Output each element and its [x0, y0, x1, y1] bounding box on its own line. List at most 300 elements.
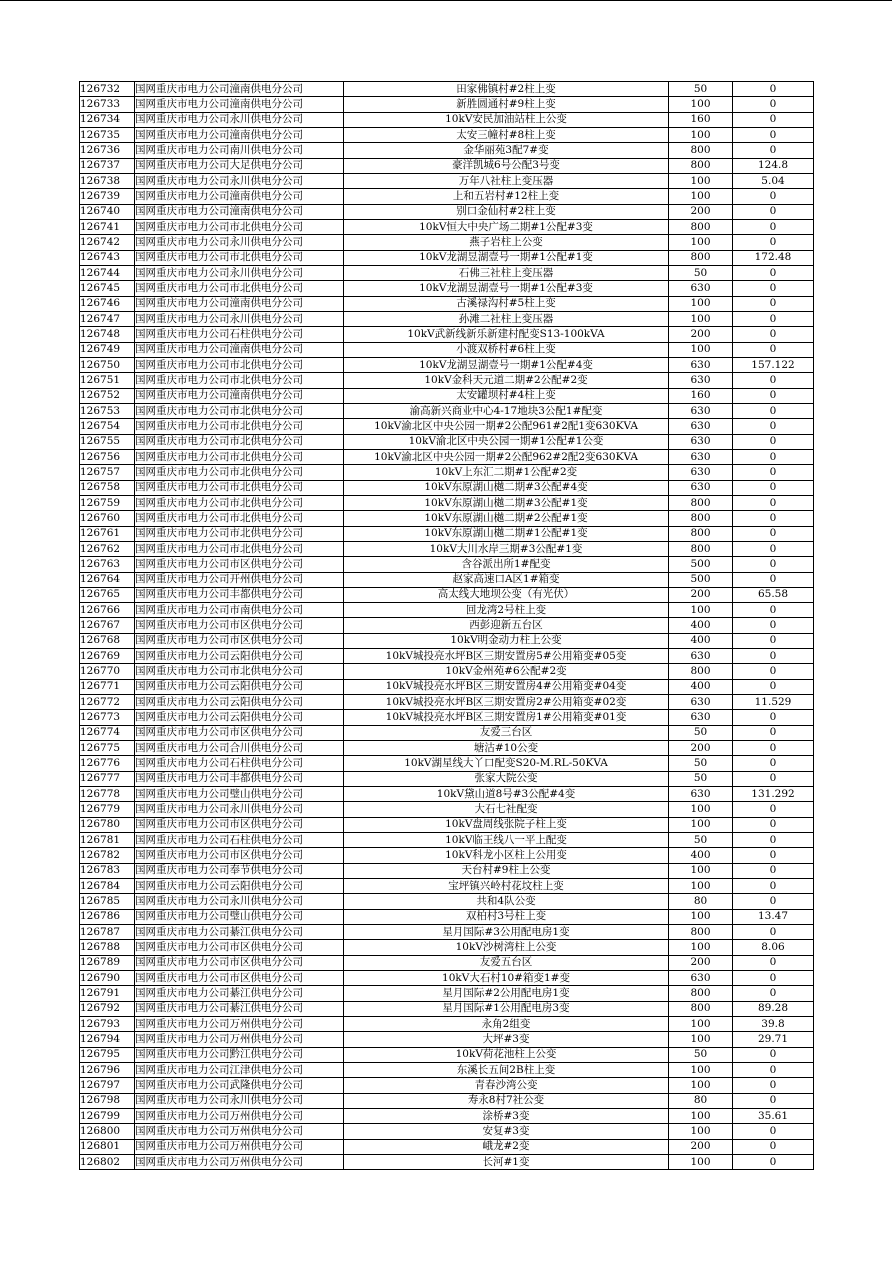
transformer-name-cell: 上和五岩村#12柱上变: [344, 189, 669, 204]
capacity-cell: 50: [669, 265, 733, 280]
transformer-name-cell: 西彭迎新五台区: [344, 618, 669, 633]
transformer-name-cell: 10kV明金动力柱上公变: [344, 633, 669, 648]
company-cell: 国网重庆市电力公司綦江供电分公司: [135, 925, 344, 940]
capacity-cell: 80: [669, 894, 733, 909]
transformer-name-cell: 天台村#9柱上公变: [344, 863, 669, 878]
value-cell: 0: [733, 1139, 814, 1154]
table-row: [80, 664, 814, 679]
row-id-cell: 126776: [80, 756, 135, 771]
capacity-cell: 50: [669, 82, 733, 97]
transformer-name-cell: 东溪长五间2B柱上变: [344, 1063, 669, 1078]
company-cell: 国网重庆市电力公司市区供电分公司: [135, 955, 344, 970]
value-cell: 0: [733, 327, 814, 342]
capacity-cell: 100: [669, 879, 733, 894]
company-cell: 国网重庆市电力公司永川供电分公司: [135, 1093, 344, 1108]
company-cell: 国网重庆市电力公司市北供电分公司: [135, 250, 344, 265]
company-cell: 国网重庆市电力公司万州供电分公司: [135, 1017, 344, 1032]
table-row: [80, 679, 814, 694]
value-cell: 0: [733, 986, 814, 1001]
row-id-cell: 126775: [80, 741, 135, 756]
page-top-border: [0, 0, 892, 1]
value-cell: 0: [733, 1078, 814, 1093]
row-id-cell: 126764: [80, 572, 135, 587]
company-cell: 国网重庆市电力公司潼南供电分公司: [135, 388, 344, 403]
transformer-name-cell: 青春沙湾公变: [344, 1078, 669, 1093]
table-row: [80, 572, 814, 587]
capacity-cell: 630: [669, 281, 733, 296]
capacity-cell: 100: [669, 97, 733, 112]
row-id-cell: 126781: [80, 833, 135, 848]
table-row: [80, 633, 814, 648]
value-cell: 0: [733, 572, 814, 587]
table-row: [80, 281, 814, 296]
row-id-cell: 126780: [80, 817, 135, 832]
value-cell: 0: [733, 894, 814, 909]
company-cell: 国网重庆市电力公司潼南供电分公司: [135, 97, 344, 112]
company-cell: 国网重庆市电力公司永川供电分公司: [135, 894, 344, 909]
company-cell: 国网重庆市电力公司市北供电分公司: [135, 480, 344, 495]
company-cell: 国网重庆市电力公司云阳供电分公司: [135, 695, 344, 710]
table-row: [80, 649, 814, 664]
table-row: [80, 97, 814, 112]
value-cell: 0: [733, 311, 814, 326]
transformer-name-cell: 万年八社柱上变压器: [344, 173, 669, 188]
transformer-name-cell: 孙滩二社柱上变压器: [344, 311, 669, 326]
value-cell: 0: [733, 511, 814, 526]
row-id-cell: 126741: [80, 219, 135, 234]
value-cell: 0: [733, 756, 814, 771]
transformer-name-cell: 友爱五台区: [344, 955, 669, 970]
table-row: [80, 189, 814, 204]
value-cell: 0: [733, 955, 814, 970]
company-cell: 国网重庆市电力公司市北供电分公司: [135, 495, 344, 510]
value-cell: 0: [733, 649, 814, 664]
company-cell: 国网重庆市电力公司市北供电分公司: [135, 403, 344, 418]
transformer-name-cell: 10kV东原湖山樾二期#2公配#1变: [344, 511, 669, 526]
company-cell: 国网重庆市电力公司云阳供电分公司: [135, 679, 344, 694]
capacity-cell: 50: [669, 1047, 733, 1062]
value-cell: 0: [733, 204, 814, 219]
capacity-cell: 630: [669, 373, 733, 388]
transformer-name-cell: 高太线大地坝公变（有光伏）: [344, 587, 669, 602]
company-cell: 国网重庆市电力公司市北供电分公司: [135, 664, 344, 679]
transformer-name-cell: 10kV大石村10#箱变1#变: [344, 971, 669, 986]
capacity-cell: 500: [669, 557, 733, 572]
table-row: [80, 955, 814, 970]
row-id-cell: 126744: [80, 265, 135, 280]
value-cell: 0: [733, 82, 814, 97]
value-cell: 39.8: [733, 1017, 814, 1032]
company-cell: 国网重庆市电力公司市区供电分公司: [135, 817, 344, 832]
company-cell: 国网重庆市电力公司黔江供电分公司: [135, 1047, 344, 1062]
row-id-cell: 126770: [80, 664, 135, 679]
table-row: [80, 848, 814, 863]
capacity-cell: 800: [669, 495, 733, 510]
table-row: [80, 465, 814, 480]
company-cell: 国网重庆市电力公司市北供电分公司: [135, 357, 344, 372]
company-cell: 国网重庆市电力公司市北供电分公司: [135, 373, 344, 388]
company-cell: 国网重庆市电力公司云阳供电分公司: [135, 879, 344, 894]
value-cell: 0: [733, 710, 814, 725]
capacity-cell: 100: [669, 235, 733, 250]
capacity-cell: 630: [669, 419, 733, 434]
row-id-cell: 126746: [80, 296, 135, 311]
company-cell: 国网重庆市电力公司永川供电分公司: [135, 311, 344, 326]
transformer-name-cell: 10kV安民加油站柱上公变: [344, 112, 669, 127]
table-row: [80, 1001, 814, 1016]
value-cell: 0: [733, 265, 814, 280]
company-cell: 国网重庆市电力公司市北供电分公司: [135, 511, 344, 526]
table-row: [80, 1124, 814, 1139]
capacity-cell: 100: [669, 909, 733, 924]
value-cell: 0: [733, 633, 814, 648]
transformer-name-cell: 新胜圆通村#9柱上变: [344, 97, 669, 112]
value-cell: 0: [733, 281, 814, 296]
value-cell: 89.28: [733, 1001, 814, 1016]
value-cell: 0: [733, 434, 814, 449]
table-row: [80, 1108, 814, 1123]
capacity-cell: 630: [669, 480, 733, 495]
row-id-cell: 126771: [80, 679, 135, 694]
value-cell: 0: [733, 143, 814, 158]
capacity-cell: 200: [669, 1139, 733, 1154]
company-cell: 国网重庆市电力公司璧山供电分公司: [135, 909, 344, 924]
company-cell: 国网重庆市电力公司市北供电分公司: [135, 219, 344, 234]
row-id-cell: 126799: [80, 1108, 135, 1123]
company-cell: 国网重庆市电力公司市北供电分公司: [135, 449, 344, 464]
capacity-cell: 200: [669, 955, 733, 970]
transformer-data-table: [79, 81, 814, 1170]
capacity-cell: 100: [669, 1078, 733, 1093]
capacity-cell: 400: [669, 679, 733, 694]
company-cell: 国网重庆市电力公司潼南供电分公司: [135, 127, 344, 142]
row-id-cell: 126785: [80, 894, 135, 909]
transformer-name-cell: 10kV科龙小区柱上公用变: [344, 848, 669, 863]
capacity-cell: 200: [669, 204, 733, 219]
capacity-cell: 800: [669, 541, 733, 556]
table-row: [80, 756, 814, 771]
capacity-cell: 630: [669, 787, 733, 802]
company-cell: 国网重庆市电力公司市北供电分公司: [135, 541, 344, 556]
row-id-cell: 126762: [80, 541, 135, 556]
capacity-cell: 100: [669, 863, 733, 878]
table-row: [80, 1139, 814, 1154]
value-cell: 0: [733, 373, 814, 388]
capacity-cell: 100: [669, 603, 733, 618]
row-id-cell: 126740: [80, 204, 135, 219]
transformer-name-cell: 10kV渝北区中央公园一期#2公配961#2配1变630KVA: [344, 419, 669, 434]
table-row: [80, 1093, 814, 1108]
row-id-cell: 126736: [80, 143, 135, 158]
row-id-cell: 126758: [80, 480, 135, 495]
row-id-cell: 126739: [80, 189, 135, 204]
value-cell: 0: [733, 817, 814, 832]
capacity-cell: 630: [669, 434, 733, 449]
row-id-cell: 126786: [80, 909, 135, 924]
table-row: [80, 449, 814, 464]
capacity-cell: 630: [669, 971, 733, 986]
value-cell: 0: [733, 1154, 814, 1169]
row-id-cell: 126767: [80, 618, 135, 633]
row-id-cell: 126752: [80, 388, 135, 403]
row-id-cell: 126755: [80, 434, 135, 449]
company-cell: 国网重庆市电力公司潼南供电分公司: [135, 82, 344, 97]
transformer-name-cell: 10kV金科天元道二期#2公配#2变: [344, 373, 669, 388]
transformer-name-cell: 豪洋凯城6号公配3号变: [344, 158, 669, 173]
transformer-name-cell: 10kV东原湖山樾二期#3公配#4变: [344, 480, 669, 495]
capacity-cell: 50: [669, 833, 733, 848]
table-row: [80, 833, 814, 848]
capacity-cell: 100: [669, 1063, 733, 1078]
company-cell: 国网重庆市电力公司云阳供电分公司: [135, 710, 344, 725]
value-cell: 0: [733, 603, 814, 618]
row-id-cell: 126793: [80, 1017, 135, 1032]
transformer-name-cell: 10kV盘周线张院子柱上变: [344, 817, 669, 832]
table-row: [80, 143, 814, 158]
table-row: [80, 603, 814, 618]
row-id-cell: 126774: [80, 725, 135, 740]
table-body: [80, 82, 814, 1170]
table-row: [80, 1032, 814, 1047]
value-cell: 0: [733, 526, 814, 541]
transformer-name-cell: 10kV龙湖昱湖壹号一期#1公配#4变: [344, 357, 669, 372]
row-id-cell: 126777: [80, 771, 135, 786]
transformer-name-cell: 10kV东原湖山樾二期#1公配#1变: [344, 526, 669, 541]
company-cell: 国网重庆市电力公司市北供电分公司: [135, 281, 344, 296]
company-cell: 国网重庆市电力公司万州供电分公司: [135, 1139, 344, 1154]
company-cell: 国网重庆市电力公司永川供电分公司: [135, 112, 344, 127]
transformer-name-cell: 友爱三台区: [344, 725, 669, 740]
company-cell: 国网重庆市电力公司潼南供电分公司: [135, 296, 344, 311]
transformer-name-cell: 别口金仙村#2柱上变: [344, 204, 669, 219]
transformer-name-cell: 10kV龙湖昱湖壹号一期#1公配#3变: [344, 281, 669, 296]
value-cell: 0: [733, 925, 814, 940]
row-id-cell: 126795: [80, 1047, 135, 1062]
capacity-cell: 100: [669, 173, 733, 188]
capacity-cell: 100: [669, 311, 733, 326]
company-cell: 国网重庆市电力公司大足供电分公司: [135, 158, 344, 173]
table-row: [80, 434, 814, 449]
row-id-cell: 126748: [80, 327, 135, 342]
table-row: [80, 802, 814, 817]
value-cell: 0: [733, 848, 814, 863]
capacity-cell: 630: [669, 695, 733, 710]
company-cell: 国网重庆市电力公司南川供电分公司: [135, 143, 344, 158]
company-cell: 国网重庆市电力公司市区供电分公司: [135, 618, 344, 633]
transformer-name-cell: 安复#3变: [344, 1124, 669, 1139]
value-cell: 0: [733, 189, 814, 204]
transformer-name-cell: 赵家高速口A区1#箱变: [344, 572, 669, 587]
value-cell: 11.529: [733, 695, 814, 710]
table-row: [80, 342, 814, 357]
capacity-cell: 800: [669, 1001, 733, 1016]
capacity-cell: 400: [669, 848, 733, 863]
transformer-name-cell: 10kV城投亮水坪B区三期安置房2#公用箱变#02变: [344, 695, 669, 710]
table-row: [80, 1017, 814, 1032]
table-row: [80, 741, 814, 756]
capacity-cell: 800: [669, 925, 733, 940]
value-cell: 0: [733, 403, 814, 418]
transformer-name-cell: 10kV渝北区中央公园一期#2公配962#2配2变630KVA: [344, 449, 669, 464]
capacity-cell: 630: [669, 649, 733, 664]
transformer-name-cell: 10kV沙树湾柱上公变: [344, 940, 669, 955]
transformer-name-cell: 10kV城投亮水坪B区三期安置房1#公用箱变#01变: [344, 710, 669, 725]
transformer-name-cell: 长河#1变: [344, 1154, 669, 1169]
company-cell: 国网重庆市电力公司璧山供电分公司: [135, 787, 344, 802]
value-cell: 5.04: [733, 173, 814, 188]
value-cell: 0: [733, 618, 814, 633]
capacity-cell: 50: [669, 771, 733, 786]
value-cell: 0: [733, 97, 814, 112]
table-row: [80, 817, 814, 832]
row-id-cell: 126789: [80, 955, 135, 970]
transformer-name-cell: 10kV渝北区中央公园一期#1公配#1公变: [344, 434, 669, 449]
table-row: [80, 82, 814, 97]
capacity-cell: 160: [669, 388, 733, 403]
company-cell: 国网重庆市电力公司市区供电分公司: [135, 633, 344, 648]
table-row: [80, 373, 814, 388]
company-cell: 国网重庆市电力公司潼南供电分公司: [135, 342, 344, 357]
transformer-name-cell: 太安罐坝村#4柱上变: [344, 388, 669, 403]
value-cell: 0: [733, 480, 814, 495]
table-row: [80, 311, 814, 326]
row-id-cell: 126743: [80, 250, 135, 265]
value-cell: 0: [733, 557, 814, 572]
value-cell: 0: [733, 541, 814, 556]
transformer-name-cell: 寿永8村7社公变: [344, 1093, 669, 1108]
transformer-name-cell: 大石七社配变: [344, 802, 669, 817]
value-cell: 0: [733, 802, 814, 817]
transformer-name-cell: 10kV金州苑#6公配#2变: [344, 664, 669, 679]
row-id-cell: 126763: [80, 557, 135, 572]
value-cell: 0: [733, 679, 814, 694]
table-row: [80, 618, 814, 633]
transformer-name-cell: 涂桥#3变: [344, 1108, 669, 1123]
table-row: [80, 265, 814, 280]
row-id-cell: 126782: [80, 848, 135, 863]
value-cell: 172.48: [733, 250, 814, 265]
row-id-cell: 126773: [80, 710, 135, 725]
table-row: [80, 158, 814, 173]
company-cell: 国网重庆市电力公司市区供电分公司: [135, 940, 344, 955]
transformer-name-cell: 10kV黛山道8号#3公配#4变: [344, 787, 669, 802]
capacity-cell: 500: [669, 572, 733, 587]
row-id-cell: 126753: [80, 403, 135, 418]
value-cell: 124.8: [733, 158, 814, 173]
row-id-cell: 126769: [80, 649, 135, 664]
value-cell: 0: [733, 388, 814, 403]
value-cell: 0: [733, 342, 814, 357]
row-id-cell: 126757: [80, 465, 135, 480]
table-row: [80, 526, 814, 541]
table-row: [80, 480, 814, 495]
value-cell: 157.122: [733, 357, 814, 372]
value-cell: 0: [733, 725, 814, 740]
company-cell: 国网重庆市电力公司丰都供电分公司: [135, 587, 344, 602]
transformer-name-cell: 星月国际#3公用配电房1变: [344, 925, 669, 940]
table-row: [80, 787, 814, 802]
capacity-cell: 800: [669, 250, 733, 265]
value-cell: 0: [733, 833, 814, 848]
transformer-name-cell: 大坪#3变: [344, 1032, 669, 1047]
company-cell: 国网重庆市电力公司江津供电分公司: [135, 1063, 344, 1078]
capacity-cell: 100: [669, 127, 733, 142]
capacity-cell: 800: [669, 219, 733, 234]
table-row: [80, 925, 814, 940]
value-cell: 35.61: [733, 1108, 814, 1123]
capacity-cell: 630: [669, 465, 733, 480]
transformer-name-cell: 永角2组变: [344, 1017, 669, 1032]
capacity-cell: 100: [669, 296, 733, 311]
table-row: [80, 127, 814, 142]
table-row: [80, 204, 814, 219]
company-cell: 国网重庆市电力公司云阳供电分公司: [135, 649, 344, 664]
row-id-cell: 126754: [80, 419, 135, 434]
transformer-name-cell: 含谷派出所1#配变: [344, 557, 669, 572]
value-cell: 0: [733, 449, 814, 464]
transformer-name-cell: 渝高新兴商业中心4-17地块3公配1#配变: [344, 403, 669, 418]
company-cell: 国网重庆市电力公司合川供电分公司: [135, 741, 344, 756]
table-row: [80, 235, 814, 250]
table-row: [80, 296, 814, 311]
company-cell: 国网重庆市电力公司石柱供电分公司: [135, 756, 344, 771]
transformer-name-cell: 张家大院公变: [344, 771, 669, 786]
row-id-cell: 126751: [80, 373, 135, 388]
row-id-cell: 126761: [80, 526, 135, 541]
company-cell: 国网重庆市电力公司永川供电分公司: [135, 173, 344, 188]
company-cell: 国网重庆市电力公司市区供电分公司: [135, 971, 344, 986]
value-cell: 0: [733, 879, 814, 894]
table-row: [80, 112, 814, 127]
company-cell: 国网重庆市电力公司潼南供电分公司: [135, 204, 344, 219]
row-id-cell: 126792: [80, 1001, 135, 1016]
value-cell: 0: [733, 1063, 814, 1078]
transformer-name-cell: 10kV城投亮水坪B区三期安置房4#公用箱变#04变: [344, 679, 669, 694]
row-id-cell: 126772: [80, 695, 135, 710]
row-id-cell: 126794: [80, 1032, 135, 1047]
row-id-cell: 126737: [80, 158, 135, 173]
capacity-cell: 100: [669, 817, 733, 832]
capacity-cell: 400: [669, 618, 733, 633]
table-row: [80, 986, 814, 1001]
capacity-cell: 800: [669, 158, 733, 173]
company-cell: 国网重庆市电力公司武隆供电分公司: [135, 1078, 344, 1093]
row-id-cell: 126768: [80, 633, 135, 648]
value-cell: 0: [733, 465, 814, 480]
table-row: [80, 1154, 814, 1169]
transformer-name-cell: 10kV龙湖昱湖壹号一期#1公配#1变: [344, 250, 669, 265]
value-cell: 0: [733, 1047, 814, 1062]
capacity-cell: 800: [669, 526, 733, 541]
row-id-cell: 126766: [80, 603, 135, 618]
capacity-cell: 630: [669, 357, 733, 372]
value-cell: 8.06: [733, 940, 814, 955]
capacity-cell: 200: [669, 587, 733, 602]
row-id-cell: 126798: [80, 1093, 135, 1108]
company-cell: 国网重庆市电力公司市北供电分公司: [135, 434, 344, 449]
capacity-cell: 80: [669, 1093, 733, 1108]
value-cell: 0: [733, 495, 814, 510]
row-id-cell: 126802: [80, 1154, 135, 1169]
row-id-cell: 126759: [80, 495, 135, 510]
transformer-name-cell: 10kV上东汇二期#1公配#2变: [344, 465, 669, 480]
table-row: [80, 557, 814, 572]
table-row: [80, 894, 814, 909]
value-cell: 0: [733, 296, 814, 311]
table-row: [80, 1063, 814, 1078]
row-id-cell: 126800: [80, 1124, 135, 1139]
transformer-name-cell: 燕子岩柱上公变: [344, 235, 669, 250]
